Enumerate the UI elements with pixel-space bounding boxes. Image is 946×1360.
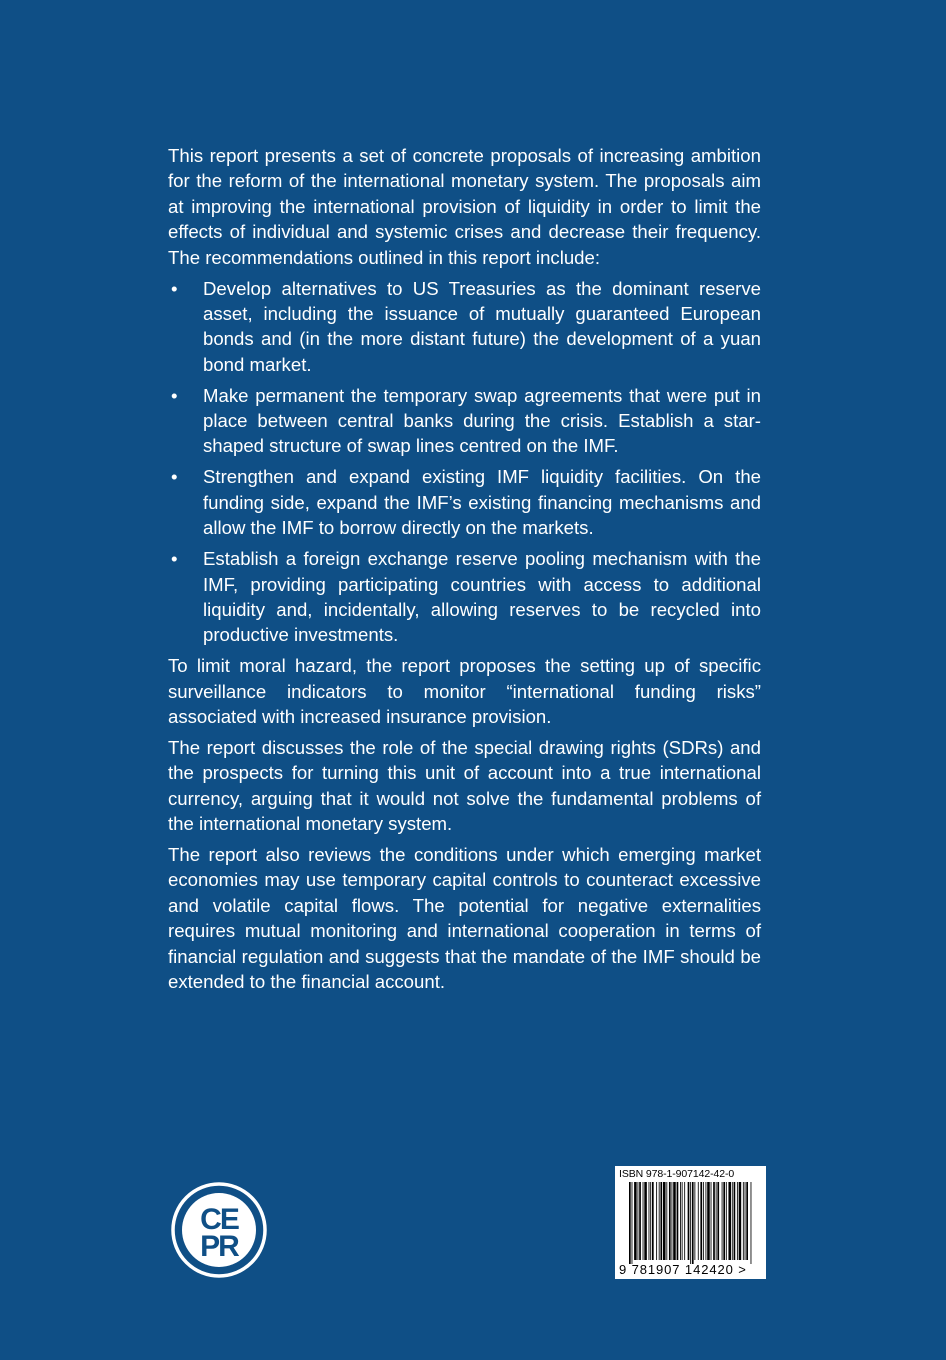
barcode-bar xyxy=(652,1182,654,1260)
barcode-bar xyxy=(713,1182,715,1260)
bullet-icon: • xyxy=(171,384,178,406)
barcode-bar xyxy=(684,1182,685,1260)
barcode-bar xyxy=(672,1182,673,1260)
barcode-bar xyxy=(746,1182,748,1260)
barcode-bar xyxy=(743,1182,744,1260)
barcode-bar xyxy=(728,1182,731,1260)
recommendation-item xyxy=(168,383,761,459)
barcode-bar xyxy=(643,1182,644,1260)
barcode-bar xyxy=(660,1182,662,1260)
cepr-logo xyxy=(171,1182,267,1278)
barcode-bar xyxy=(726,1182,727,1260)
barcode-bar xyxy=(692,1182,694,1264)
barcode-bar xyxy=(688,1182,690,1260)
barcode-bar xyxy=(722,1182,723,1260)
recommendation-item xyxy=(168,464,761,540)
bullet-icon: • xyxy=(171,548,178,570)
barcode-bar xyxy=(682,1182,683,1260)
recommendation-text: Develop alternatives to US Treasuries as the dominant reserve asset, including the issuance of mutually guaranteed European bonds and (in the more distant future) the development of a yuan bond market. xyxy=(203,277,761,375)
blurb-text xyxy=(168,143,761,1000)
barcode-bar xyxy=(732,1182,733,1260)
recommendation-item xyxy=(168,276,761,378)
barcode-bar xyxy=(711,1182,712,1260)
barcode-bar xyxy=(673,1182,676,1260)
barcode-bar xyxy=(737,1182,738,1260)
barcode-bar xyxy=(706,1182,707,1260)
barcode-bar xyxy=(656,1182,657,1260)
barcode-bar xyxy=(717,1182,719,1260)
intro-paragraph: This report presents a set of concrete proposals of increasing ambition for the reform of the international monetary system. The proposals aim at improving the international provision of liquidity in order to limit the effects of individual and systemic crises and decrease their frequency. The recommendations outlined in this report include: xyxy=(168,145,761,268)
recommendation-item xyxy=(168,546,761,648)
barcode-bar xyxy=(734,1182,736,1260)
barcode-bar xyxy=(669,1182,671,1260)
sdr-paragraph: The report discusses the role of the special drawing rights (SDRs) and the prospects for turning this unit of account into a true international currency, arguing that it would not solve the fundamental problems of the international monetary system. xyxy=(168,736,761,835)
capital-controls-paragraph: The report also reviews the conditions under which emerging market economies may use temporary capital controls to counteract excessive and volatile capital flows. The potential for negative externalities requires mutual monitoring and international cooperation in terms of financial regulation and suggests that the mandate of the IMF should be extended to the financial account. xyxy=(168,844,761,993)
barcode-bar xyxy=(663,1182,666,1260)
barcode-digits: 9 781907 142420 > xyxy=(619,1262,747,1277)
recommendations-list xyxy=(168,276,761,648)
barcode-bar xyxy=(666,1182,667,1260)
barcode-bar xyxy=(723,1182,725,1260)
barcode-bar xyxy=(629,1182,631,1264)
barcode-bar xyxy=(700,1182,702,1260)
barcode-bar xyxy=(745,1182,746,1260)
barcode-bar xyxy=(632,1182,633,1264)
barcode-bar xyxy=(649,1182,650,1260)
barcode-bar xyxy=(739,1182,742,1260)
barcode-bar xyxy=(707,1182,710,1260)
isbn-label: ISBN 978-1-907142-42-0 xyxy=(619,1168,735,1180)
barcode-bar xyxy=(680,1182,681,1260)
bullet-icon: • xyxy=(171,277,178,299)
recommendation-text: Make permanent the temporary swap agreements that were put in place between central banks during the crisis. Establish a star-shaped structure of swap lines centred on the IMF. xyxy=(203,384,761,457)
barcode-bar xyxy=(644,1182,647,1260)
barcode-bar xyxy=(659,1182,660,1260)
barcode-bar xyxy=(650,1182,651,1260)
barcode-bar xyxy=(716,1182,717,1260)
logo-text-bottom: PR xyxy=(200,1230,238,1263)
logo-text-top: CE xyxy=(200,1203,238,1236)
barcode-bar xyxy=(638,1182,639,1260)
recommendation-text: Strengthen and expand existing IMF liquidity facilities. On the funding side, expand the IMF’s existing financing mechanisms and allow the IMF to borrow directly on the markets. xyxy=(203,466,761,539)
barcode-bar xyxy=(634,1182,637,1260)
barcode-bar xyxy=(639,1182,641,1260)
barcode-bar xyxy=(677,1182,679,1260)
barcode-bar xyxy=(690,1182,691,1264)
barcode-bar xyxy=(694,1182,695,1260)
moral-hazard-paragraph: To limit moral hazard, the report proposes the setting up of specific surveillance indicators to monitor “international funding risks” associated with increased insurance provision. xyxy=(168,655,761,728)
isbn-barcode xyxy=(615,1166,766,1279)
recommendation-text: Establish a foreign exchange reserve pooling mechanism with the IMF, providing participating countries with access to additional liquidity and, incidentally, allowing reserves to be recycled into productive investments. xyxy=(203,548,761,646)
barcode-bar xyxy=(703,1182,704,1260)
bullet-icon: • xyxy=(171,466,178,488)
barcode-bar xyxy=(698,1182,699,1260)
barcode-bar xyxy=(751,1182,752,1264)
